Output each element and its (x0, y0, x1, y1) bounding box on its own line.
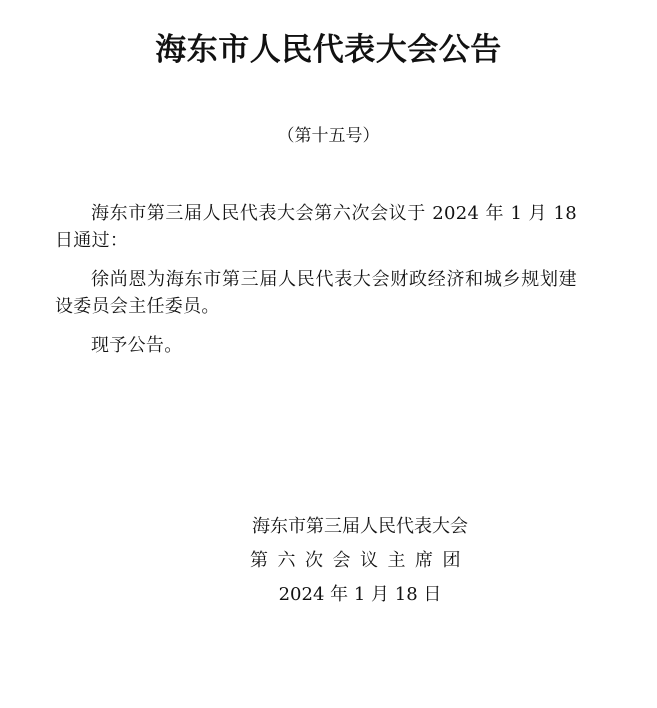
paragraph-appointment: 徐尚恩为海东市第三届人民代表大会财政经济和城乡规划建设委员会主任委员。 (55, 269, 577, 317)
paragraph-resolution: 海东市第三届人民代表大会第六次会议于 2024 年 1 月 18 日通过： (55, 203, 577, 251)
signature-date: 2024 年 1 月 18 日 (278, 584, 442, 605)
signature-issuer: 海东市第三届人民代表大会 (252, 516, 468, 537)
document-body (55, 200, 577, 359)
paragraph-announcement: 现予公告。 (91, 335, 183, 356)
signature-presidium: 第六次会议主席团 (250, 550, 470, 571)
document-title: 海东市人民代表大会公告 (155, 32, 502, 68)
signature-block (230, 512, 490, 614)
document-number: （第十五号） (277, 126, 380, 146)
